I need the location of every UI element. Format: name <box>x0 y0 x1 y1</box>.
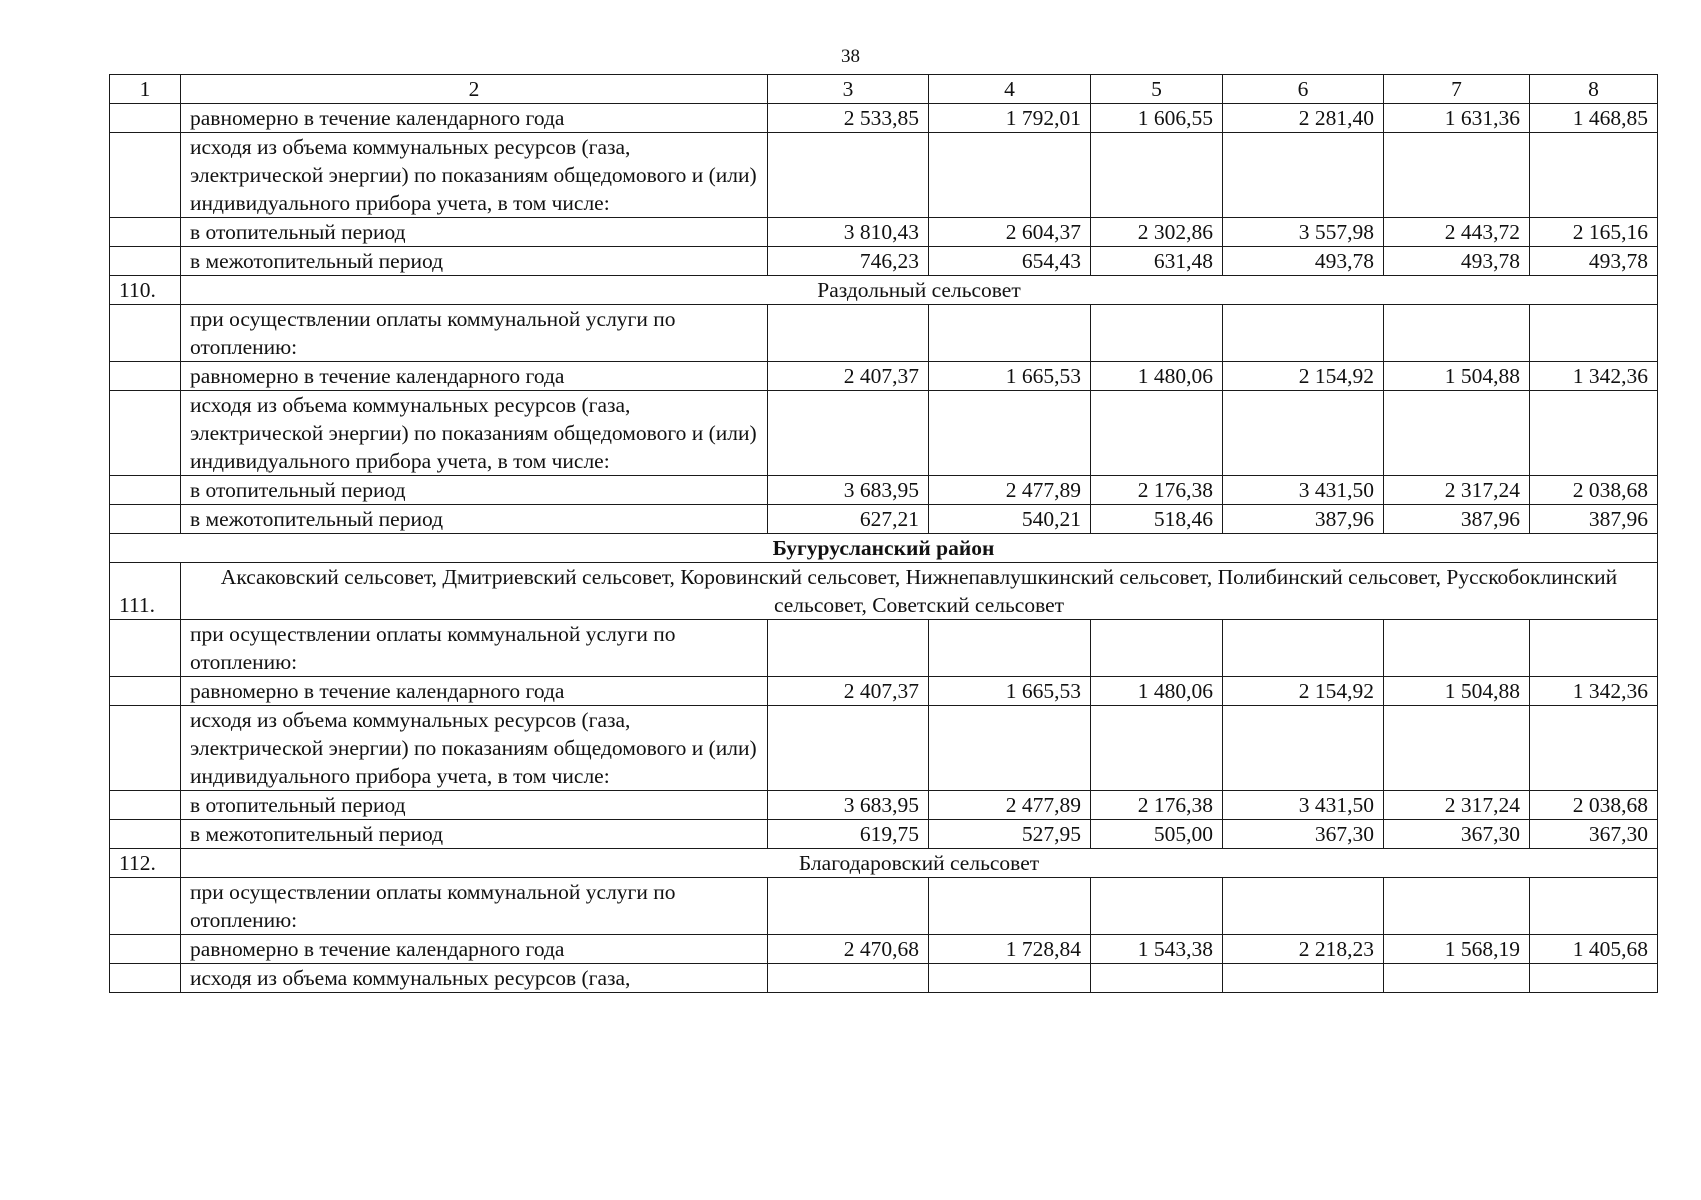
row-number <box>110 820 181 849</box>
value-cell: 1 568,19 <box>1384 935 1530 964</box>
value-cell <box>1530 305 1658 362</box>
value-cell: 367,30 <box>1223 820 1384 849</box>
value-cell: 2 470,68 <box>768 935 929 964</box>
row-label: при осуществлении оплаты коммунальной услуги по отоплению: <box>181 305 768 362</box>
value-cell: 2 407,37 <box>768 677 929 706</box>
value-cell: 3 431,50 <box>1223 476 1384 505</box>
table-row <box>110 677 1658 706</box>
value-cell <box>1091 878 1223 935</box>
value-cell <box>1091 133 1223 218</box>
value-cell <box>1091 706 1223 791</box>
row-label: равномерно в течение календарного года <box>181 935 768 964</box>
row-number <box>110 218 181 247</box>
value-cell: 387,96 <box>1530 505 1658 534</box>
value-cell: 540,21 <box>929 505 1091 534</box>
row-number: 111. <box>110 563 181 620</box>
value-cell <box>929 964 1091 993</box>
value-cell: 1 468,85 <box>1530 104 1658 133</box>
value-cell <box>929 305 1091 362</box>
row-label: в отопительный период <box>181 476 768 505</box>
value-cell <box>1384 706 1530 791</box>
value-cell: 518,46 <box>1091 505 1223 534</box>
section-title: Благодаровский сельсовет <box>181 849 1658 878</box>
column-header: 3 <box>768 75 929 104</box>
value-cell: 387,96 <box>1223 505 1384 534</box>
value-cell <box>768 391 929 476</box>
section-row <box>110 276 1658 305</box>
row-number: 110. <box>110 276 181 305</box>
value-cell: 1 543,38 <box>1091 935 1223 964</box>
row-label: исходя из объема коммунальных ресурсов (газа, электрической энергии) по показаниям общедомового и (или) индивидуального прибора учета, в том числе: <box>181 133 768 218</box>
table-row <box>110 305 1658 362</box>
value-cell: 1 405,68 <box>1530 935 1658 964</box>
value-cell: 2 533,85 <box>768 104 929 133</box>
value-cell <box>1530 391 1658 476</box>
region-row <box>110 534 1658 563</box>
value-cell: 1 665,53 <box>929 677 1091 706</box>
row-label: равномерно в течение календарного года <box>181 104 768 133</box>
column-header: 1 <box>110 75 181 104</box>
value-cell: 2 038,68 <box>1530 476 1658 505</box>
value-cell <box>1384 133 1530 218</box>
value-cell: 367,30 <box>1384 820 1530 849</box>
value-cell: 2 443,72 <box>1384 218 1530 247</box>
value-cell: 2 317,24 <box>1384 476 1530 505</box>
value-cell <box>1223 706 1384 791</box>
value-cell: 2 281,40 <box>1223 104 1384 133</box>
value-cell <box>929 391 1091 476</box>
row-label: в межотопительный период <box>181 820 768 849</box>
value-cell <box>1384 878 1530 935</box>
column-header: 7 <box>1384 75 1530 104</box>
value-cell <box>1223 391 1384 476</box>
row-label: исходя из объема коммунальных ресурсов (газа, электрической энергии) по показаниям общедомового и (или) индивидуального прибора учета, в том числе: <box>181 391 768 476</box>
value-cell: 2 302,86 <box>1091 218 1223 247</box>
value-cell: 627,21 <box>768 505 929 534</box>
row-number <box>110 677 181 706</box>
row-number <box>110 706 181 791</box>
table-row <box>110 505 1658 534</box>
value-cell: 527,95 <box>929 820 1091 849</box>
value-cell <box>1223 878 1384 935</box>
row-number <box>110 305 181 362</box>
value-cell <box>1530 706 1658 791</box>
value-cell <box>1091 305 1223 362</box>
value-cell <box>768 305 929 362</box>
value-cell <box>929 133 1091 218</box>
value-cell <box>768 133 929 218</box>
column-header: 5 <box>1091 75 1223 104</box>
value-cell: 2 317,24 <box>1384 791 1530 820</box>
table-row <box>110 218 1658 247</box>
table-row <box>110 133 1658 218</box>
value-cell: 1 504,88 <box>1384 677 1530 706</box>
table-row <box>110 476 1658 505</box>
value-cell: 493,78 <box>1384 247 1530 276</box>
value-cell: 654,43 <box>929 247 1091 276</box>
value-cell: 367,30 <box>1530 820 1658 849</box>
value-cell <box>1223 620 1384 677</box>
value-cell <box>1384 620 1530 677</box>
table-row <box>110 878 1658 935</box>
value-cell <box>1384 964 1530 993</box>
value-cell <box>1384 391 1530 476</box>
table-row <box>110 104 1658 133</box>
row-number <box>110 878 181 935</box>
value-cell <box>1530 133 1658 218</box>
value-cell <box>929 706 1091 791</box>
table-row <box>110 791 1658 820</box>
value-cell: 1 606,55 <box>1091 104 1223 133</box>
value-cell: 2 038,68 <box>1530 791 1658 820</box>
row-label: при осуществлении оплаты коммунальной услуги по отоплению: <box>181 620 768 677</box>
row-number <box>110 935 181 964</box>
value-cell <box>768 706 929 791</box>
row-number: 112. <box>110 849 181 878</box>
column-header: 6 <box>1223 75 1384 104</box>
section-row <box>110 563 1658 620</box>
value-cell: 1 504,88 <box>1384 362 1530 391</box>
row-label: в межотопительный период <box>181 247 768 276</box>
row-number <box>110 791 181 820</box>
row-number <box>110 133 181 218</box>
value-cell: 2 165,16 <box>1530 218 1658 247</box>
value-cell <box>1530 964 1658 993</box>
table-body <box>110 75 1658 993</box>
section-row <box>110 849 1658 878</box>
row-number <box>110 247 181 276</box>
value-cell: 387,96 <box>1384 505 1530 534</box>
table-row <box>110 620 1658 677</box>
value-cell: 2 477,89 <box>929 476 1091 505</box>
value-cell: 505,00 <box>1091 820 1223 849</box>
value-cell: 1 342,36 <box>1530 677 1658 706</box>
table-row <box>110 964 1658 993</box>
table-row <box>110 935 1658 964</box>
row-number <box>110 476 181 505</box>
table-row <box>110 820 1658 849</box>
value-cell <box>768 964 929 993</box>
row-label: равномерно в течение календарного года <box>181 362 768 391</box>
value-cell <box>768 878 929 935</box>
row-number <box>110 964 181 993</box>
value-cell: 493,78 <box>1530 247 1658 276</box>
table-row <box>110 247 1658 276</box>
value-cell <box>1530 878 1658 935</box>
value-cell <box>1530 620 1658 677</box>
section-title: Раздольный сельсовет <box>181 276 1658 305</box>
value-cell: 1 480,06 <box>1091 362 1223 391</box>
value-cell <box>1223 964 1384 993</box>
value-cell: 2 154,92 <box>1223 362 1384 391</box>
row-label: в отопительный период <box>181 791 768 820</box>
row-number <box>110 391 181 476</box>
value-cell <box>1091 391 1223 476</box>
tariff-table <box>109 74 1658 993</box>
column-header: 8 <box>1530 75 1658 104</box>
value-cell <box>1091 620 1223 677</box>
column-header: 4 <box>929 75 1091 104</box>
value-cell: 2 176,38 <box>1091 476 1223 505</box>
value-cell: 3 683,95 <box>768 476 929 505</box>
value-cell <box>1384 305 1530 362</box>
row-number <box>110 505 181 534</box>
value-cell: 3 431,50 <box>1223 791 1384 820</box>
value-cell <box>929 878 1091 935</box>
table-row <box>110 391 1658 476</box>
value-cell: 746,23 <box>768 247 929 276</box>
value-cell: 3 810,43 <box>768 218 929 247</box>
value-cell: 1 342,36 <box>1530 362 1658 391</box>
value-cell <box>1223 133 1384 218</box>
value-cell: 1 792,01 <box>929 104 1091 133</box>
value-cell: 2 604,37 <box>929 218 1091 247</box>
column-header: 2 <box>181 75 768 104</box>
row-label: исходя из объема коммунальных ресурсов (газа, <box>181 964 768 993</box>
table-row <box>110 706 1658 791</box>
value-cell: 2 477,89 <box>929 791 1091 820</box>
row-label: исходя из объема коммунальных ресурсов (газа, электрической энергии) по показаниям общедомового и (или) индивидуального прибора учета, в том числе: <box>181 706 768 791</box>
value-cell <box>1091 964 1223 993</box>
row-label: равномерно в течение календарного года <box>181 677 768 706</box>
row-number <box>110 620 181 677</box>
value-cell: 2 154,92 <box>1223 677 1384 706</box>
value-cell: 2 407,37 <box>768 362 929 391</box>
value-cell <box>929 620 1091 677</box>
value-cell: 3 683,95 <box>768 791 929 820</box>
value-cell: 1 728,84 <box>929 935 1091 964</box>
value-cell: 1 631,36 <box>1384 104 1530 133</box>
header-row <box>110 75 1658 104</box>
page-number: 38 <box>841 46 860 67</box>
value-cell <box>1223 305 1384 362</box>
region-title: Бугурусланский район <box>110 534 1658 563</box>
value-cell: 1 480,06 <box>1091 677 1223 706</box>
value-cell <box>768 620 929 677</box>
value-cell: 631,48 <box>1091 247 1223 276</box>
value-cell: 1 665,53 <box>929 362 1091 391</box>
value-cell: 493,78 <box>1223 247 1384 276</box>
section-title: Аксаковский сельсовет, Дмитриевский сельсовет, Коровинский сельсовет, Нижнепавлушкинский сельсовет, Полибинский сельсовет, Русскобоклинский сельсовет, Советский сельсовет <box>181 563 1658 620</box>
value-cell: 3 557,98 <box>1223 218 1384 247</box>
row-label: в межотопительный период <box>181 505 768 534</box>
value-cell: 2 218,23 <box>1223 935 1384 964</box>
table-row <box>110 362 1658 391</box>
row-number <box>110 104 181 133</box>
value-cell: 2 176,38 <box>1091 791 1223 820</box>
row-label: в отопительный период <box>181 218 768 247</box>
row-number <box>110 362 181 391</box>
row-label: при осуществлении оплаты коммунальной услуги по отоплению: <box>181 878 768 935</box>
value-cell: 619,75 <box>768 820 929 849</box>
